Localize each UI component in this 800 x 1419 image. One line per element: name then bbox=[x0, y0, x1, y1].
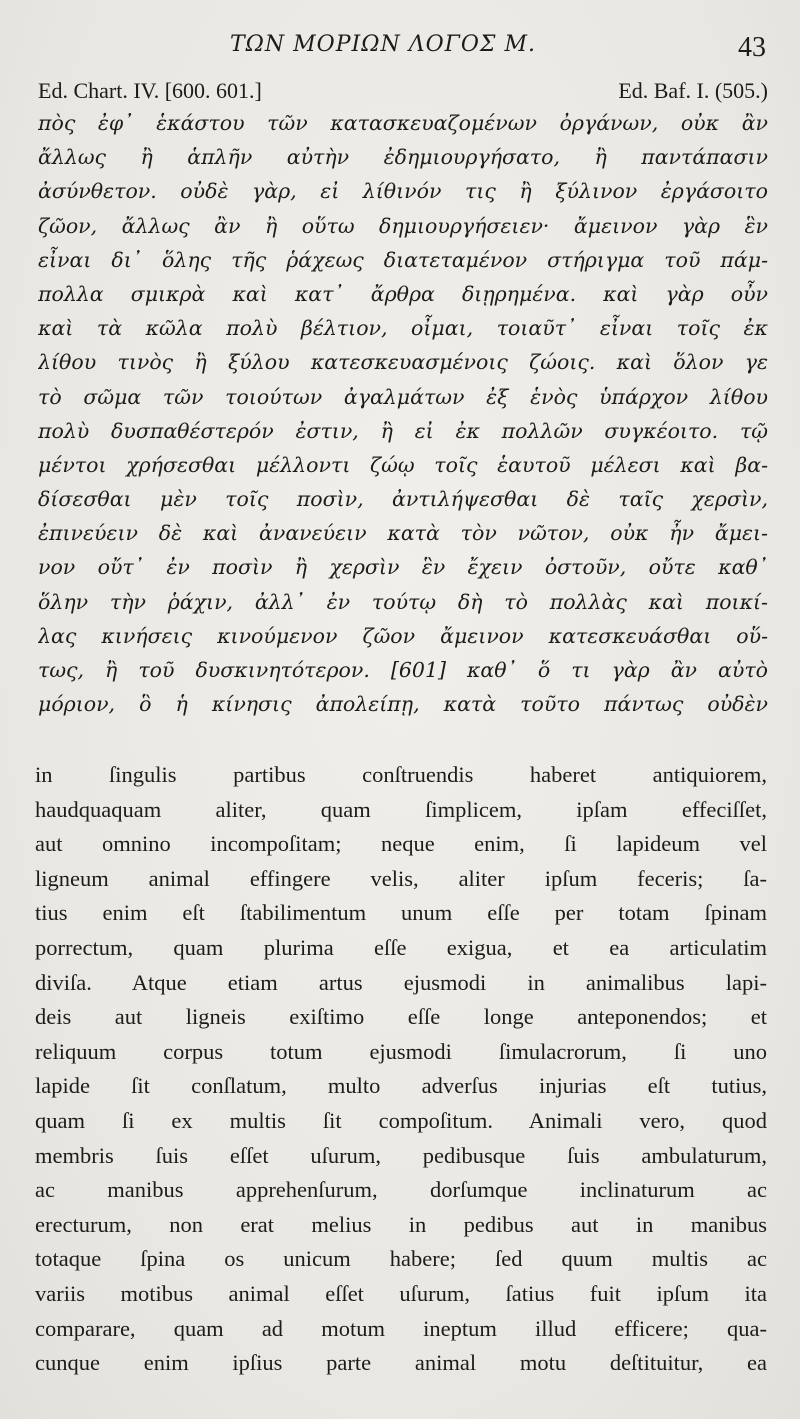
latin-line: deis aut ligneis exiſtimo eſſe longe anteponendos; et bbox=[35, 1004, 767, 1030]
greek-line: ἐπινεύειν δὲ καὶ ἀνανεύειν κατὰ τὸν νῶτον, οὐκ ἦν ἄμει- bbox=[38, 521, 768, 546]
greek-line: εἶναι δι᾽ ὅλης τῆς ῥάχεως διατεταμένον στήριγμα τοῦ πάμ- bbox=[38, 247, 768, 272]
latin-line: comparare, quam ad motum ineptum illud efficere; qua- bbox=[35, 1315, 767, 1341]
greek-line: πὸς ἐφ᾽ ἑκάστου τῶν κατασκευαζομένων ὀργάνων, οὐκ ἂν bbox=[38, 111, 768, 135]
running-head bbox=[0, 30, 800, 64]
edition-reference-line bbox=[38, 78, 768, 106]
edition-chartier-reference: Ed. Chart. IV. [600. 601.] bbox=[38, 78, 262, 103]
greek-line: ἄλλως ἢ ἁπλῆν αὐτὴν ἐδημιουργήσατο, ἢ παντάπασιν bbox=[38, 145, 768, 170]
latin-line: membris ſuis eſſet uſurum, pedibusque ſuis ambulaturum, bbox=[35, 1142, 767, 1168]
greek-line: μέντοι χρήσεσθαι μέλλοντι ζώῳ τοῖς ἑαυτοῦ μέλεσι καὶ βα- bbox=[38, 452, 768, 477]
edition-basel-reference: Ed. Baf. I. (505.) bbox=[618, 78, 768, 103]
greek-line: ὅλην τὴν ῥάχιν, ἀλλ᾽ ἐν τούτῳ δὴ τὸ πολλὰς καὶ ποικί- bbox=[38, 589, 768, 614]
latin-line: diviſa. Atque etiam artus ejusmodi in animalibus lapi- bbox=[35, 969, 767, 995]
greek-line: πολλα σμικρὰ καὶ κατ᾽ ἄρθρα διῃρημένα. καὶ γὰρ οὖν bbox=[38, 281, 768, 306]
latin-line: ac manibus apprehenſurum, dorſumque inclinaturum ac bbox=[35, 1177, 767, 1203]
page-number: 43 bbox=[738, 32, 766, 63]
latin-line: in ſingulis partibus conſtruendis haberet antiquiorem, bbox=[35, 762, 767, 787]
latin-line: aut omnino incompoſitam; neque enim, ſi lapideum vel bbox=[35, 831, 767, 857]
latin-line: ligneum animal effingere velis, aliter ipſum feceris; ſa- bbox=[35, 865, 767, 891]
greek-line: ζῶον, ἄλλως ἂν ἢ οὕτω δημιουργήσειεν· ἄμεινον γὰρ ἓν bbox=[38, 213, 768, 238]
latin-line: reliquum corpus totum ejusmodi ſimulacrorum, ſi uno bbox=[35, 1038, 767, 1064]
greek-line: δίσεσθαι μὲν τοῖς ποσὶν, ἀντιλήψεσθαι δὲ ταῖς χερσὶν, bbox=[38, 487, 768, 512]
latin-translation-block bbox=[35, 758, 767, 1381]
greek-line: νον οὔτ᾽ ἐν ποσὶν ἢ χερσὶν ἓν ἔχειν ὀστοῦν, οὔτε καθ᾽ bbox=[38, 555, 768, 580]
latin-line: lapide ſit conſlatum, multo adverſus injurias eſt tutius, bbox=[35, 1073, 767, 1099]
greek-line: μόριον, ὃ ἡ κίνησις ἀπολείπῃ, κατὰ τοῦτο πάντως οὐδὲν bbox=[38, 692, 768, 717]
greek-line: τὸ σῶμα τῶν τοιούτων ἀγαλμάτων ἐξ ἑνὸς ὑπάρχον λίθου bbox=[38, 384, 768, 409]
latin-line: erecturum, non erat melius in pedibus aut in manibus bbox=[35, 1211, 767, 1237]
greek-line: λίθου τινὸς ἢ ξύλου κατεσκευασμένοις ζώοις. καὶ ὅλον γε bbox=[38, 350, 768, 375]
running-title: ΤΩΝ ΜΟΡΙΩΝ ΛΟΓΟΣ Μ. bbox=[230, 32, 536, 57]
greek-line: πολὺ δυσπαθέστερόν ἐστιν, ἢ εἰ ἐκ πολλῶν συγκέοιτο. τῷ bbox=[38, 418, 768, 443]
greek-line: καὶ τὰ κῶλα πολὺ βέλτιον, οἶμαι, τοιαῦτ᾽ εἶναι τοῖς ἐκ bbox=[38, 316, 768, 341]
latin-line: haudquaquam aliter, quam ſimplicem, ipſam effeciſſet, bbox=[35, 796, 767, 822]
greek-text-block bbox=[38, 106, 768, 721]
greek-line: τως, ἢ τοῦ δυσκινητότερον. [601] καθ᾽ ὅ τι γὰρ ἂν αὐτὸ bbox=[38, 658, 768, 682]
latin-line: cunque enim ipſius parte animal motu deſtituitur, ea bbox=[35, 1350, 767, 1376]
latin-line: porrectum, quam plurima eſſe exigua, et ea articulatim bbox=[35, 934, 767, 960]
greek-line: ἀσύνθετον. οὐδὲ γὰρ, εἰ λίθινόν τις ἢ ξύλινον ἐργάσοιτο bbox=[38, 179, 768, 204]
latin-line: tius enim eſt ſtabilimentum unum eſſe per totam ſpinam bbox=[35, 900, 767, 926]
latin-line: variis motibus animal eſſet uſurum, ſatius fuit ipſum ita bbox=[35, 1280, 767, 1306]
greek-line: λας κινήσεις κινούμενον ζῶον ἄμεινον κατεσκευάσθαι οὕ- bbox=[38, 623, 768, 648]
latin-line: totaque ſpina os unicum habere; ſed quum multis ac bbox=[35, 1246, 767, 1272]
latin-line: quam ſi ex multis ſit compoſitum. Animali vero, quod bbox=[35, 1107, 767, 1133]
